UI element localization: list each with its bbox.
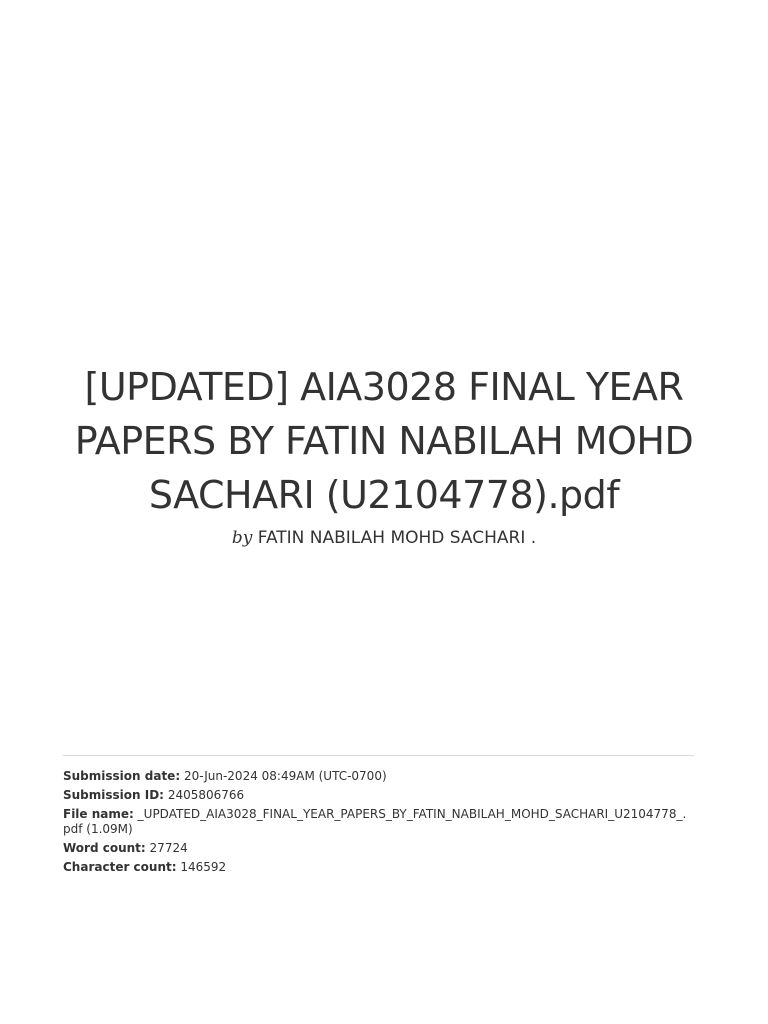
file-name-label: File name: xyxy=(63,807,134,821)
submission-details xyxy=(63,769,693,879)
submission-id-row xyxy=(63,788,693,803)
file-name-value: _UPDATED_AIA3028_FINAL_YEAR_PAPERS_BY_FATIN_NABILAH_MOHD_SACHARI_U2104778_.pdf (1.09M) xyxy=(63,807,687,836)
character-count-label: Character count: xyxy=(63,860,177,874)
submission-id-label: Submission ID: xyxy=(63,788,164,802)
byline xyxy=(60,526,708,550)
submission-date-label: Submission date: xyxy=(63,769,181,783)
title-block xyxy=(60,360,708,550)
divider xyxy=(63,755,694,756)
submission-date-row xyxy=(63,769,693,784)
submission-id-value: 2405806766 xyxy=(167,788,245,802)
word-count-value: 27724 xyxy=(149,841,188,855)
file-name-row xyxy=(63,807,693,837)
word-count-label: Word count: xyxy=(63,841,146,855)
character-count-row xyxy=(63,860,693,875)
author-name: FATIN NABILAH MOHD SACHARI . xyxy=(257,528,537,548)
document-title: [UPDATED] AIA3028 FINAL YEAR PAPERS BY FATIN NABILAH MOHD SACHARI (U2104778).pdf xyxy=(74,365,694,517)
submission-date-value: 20-Jun-2024 08:49AM (UTC-0700) xyxy=(183,769,387,783)
by-word: by xyxy=(231,528,253,548)
word-count-row xyxy=(63,841,693,856)
character-count-value: 146592 xyxy=(180,860,227,874)
